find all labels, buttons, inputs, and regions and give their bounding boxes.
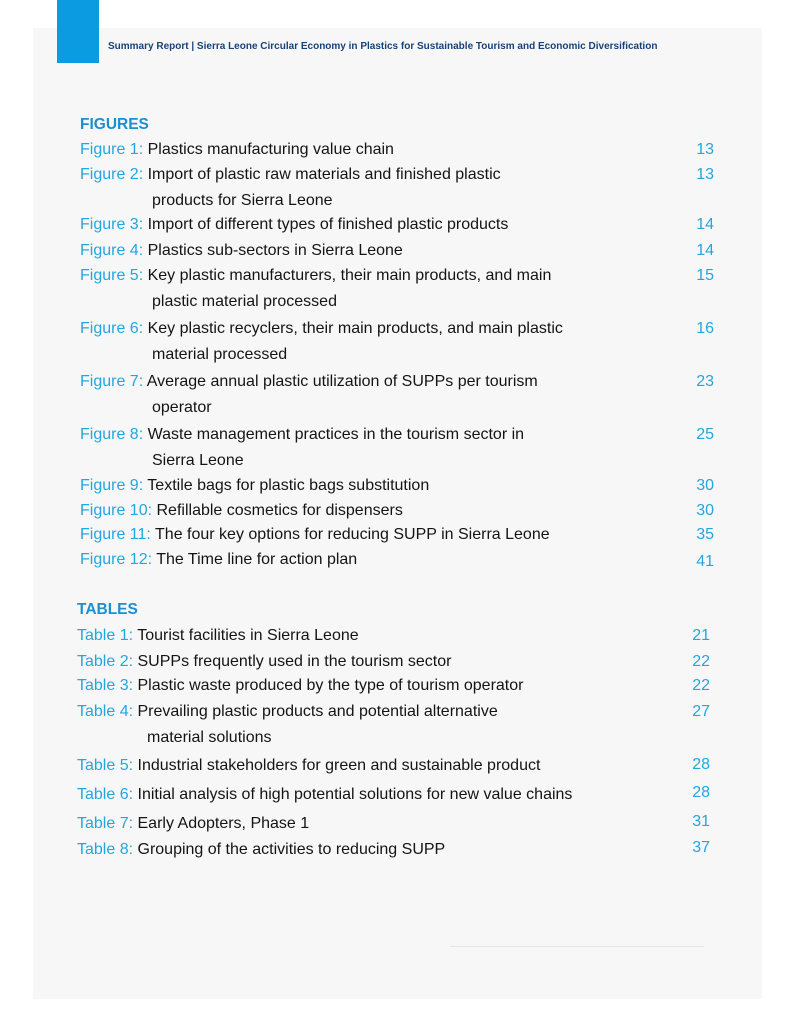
figure-title: Average annual plastic utilization of SUPPs per tourism (146, 373, 538, 390)
figure-title: Import of plastic raw materials and finished plastic (147, 166, 501, 183)
figure-label: Figure 4: (80, 242, 144, 259)
table-label: Table 8: (77, 841, 134, 858)
table-page-number: 22 (692, 653, 710, 670)
figure-label: Figure 6: (80, 320, 144, 337)
table-page-number: 37 (692, 839, 710, 856)
figure-title: Textile bags for plastic bags substitution (147, 477, 430, 494)
table-page-number: 31 (692, 813, 710, 830)
figure-page-number: 30 (696, 477, 714, 494)
running-header: Summary Report | Sierra Leone Circular Economy in Plastics for Sustainable Tourism and Economic Diversification (108, 41, 658, 52)
table-title: Initial analysis of high potential solutions for new value chains (137, 786, 573, 803)
figure-title: Key plastic manufacturers, their main products, and main (147, 267, 552, 284)
figure-label: Figure 10: (80, 502, 153, 519)
figure-page-number: 30 (696, 502, 714, 519)
figure-page-number: 23 (696, 373, 714, 390)
figure-label: Figure 5: (80, 267, 144, 284)
footer-divider (450, 946, 704, 947)
figure-page-number: 25 (696, 426, 714, 443)
figure-page-number: 15 (696, 267, 714, 284)
table-title: Early Adopters, Phase 1 (137, 815, 310, 832)
figure-title: Key plastic recyclers, their main products, and main plastic (147, 320, 563, 337)
table-label: Table 2: (77, 653, 134, 670)
figure-page-number: 13 (696, 141, 714, 158)
table-label: Table 7: (77, 815, 134, 832)
figure-label: Figure 2: (80, 166, 144, 183)
header-accent-block (57, 0, 99, 63)
figure-title-continued: operator (152, 399, 212, 416)
figure-label: Figure 8: (80, 426, 144, 443)
table-page-number: 21 (692, 627, 710, 644)
figure-title: Plastics sub-sectors in Sierra Leone (147, 242, 403, 259)
figure-title-continued: plastic material processed (152, 293, 337, 310)
figure-page-number: 14 (696, 242, 714, 259)
table-label: Table 6: (77, 786, 134, 803)
figure-label: Figure 3: (80, 216, 144, 233)
table-title: Prevailing plastic products and potential alternative (137, 703, 498, 720)
table-page-number: 22 (692, 677, 710, 694)
table-label: Table 5: (77, 757, 134, 774)
figure-title: Import of different types of finished plastic products (147, 216, 509, 233)
table-label: Table 4: (77, 703, 134, 720)
figure-title-continued: Sierra Leone (152, 452, 244, 469)
table-title: Plastic waste produced by the type of tourism operator (137, 677, 524, 694)
figure-label: Figure 7: (80, 373, 144, 390)
table-title: Tourist facilities in Sierra Leone (137, 627, 359, 644)
figure-page-number: 14 (696, 216, 714, 233)
tables-heading: TABLES (77, 601, 138, 618)
figure-page-number: 16 (696, 320, 714, 337)
table-page-number: 27 (692, 703, 710, 720)
table-title: SUPPs frequently used in the tourism sector (137, 653, 452, 670)
figure-title: The Time line for action plan (156, 551, 358, 568)
figure-page-number: 13 (696, 166, 714, 183)
table-title-continued: material solutions (147, 729, 272, 746)
figure-title: Plastics manufacturing value chain (147, 141, 394, 158)
figure-label: Figure 9: (80, 477, 144, 494)
figure-label: Figure 11: (80, 526, 151, 543)
figure-title: Refillable cosmetics for dispensers (156, 502, 403, 519)
figure-title: The four key options for reducing SUPP in Sierra Leone (155, 526, 550, 543)
figure-title-continued: material processed (152, 346, 288, 363)
figure-title-continued: products for Sierra Leone (152, 192, 333, 209)
figure-label: Figure 1: (80, 141, 144, 158)
table-label: Table 3: (77, 677, 134, 694)
table-page-number: 28 (692, 784, 710, 801)
figures-heading: FIGURES (80, 116, 149, 133)
table-title: Industrial stakeholders for green and sustainable product (137, 757, 541, 774)
figure-page-number: 35 (696, 526, 714, 543)
table-title: Grouping of the activities to reducing SUPP (137, 841, 446, 858)
figure-label: Figure 12: (80, 551, 153, 568)
figure-title: Waste management practices in the tourism sector in (147, 426, 525, 443)
table-label: Table 1: (77, 627, 134, 644)
table-page-number: 28 (692, 756, 710, 773)
figure-page-number: 41 (696, 553, 714, 570)
